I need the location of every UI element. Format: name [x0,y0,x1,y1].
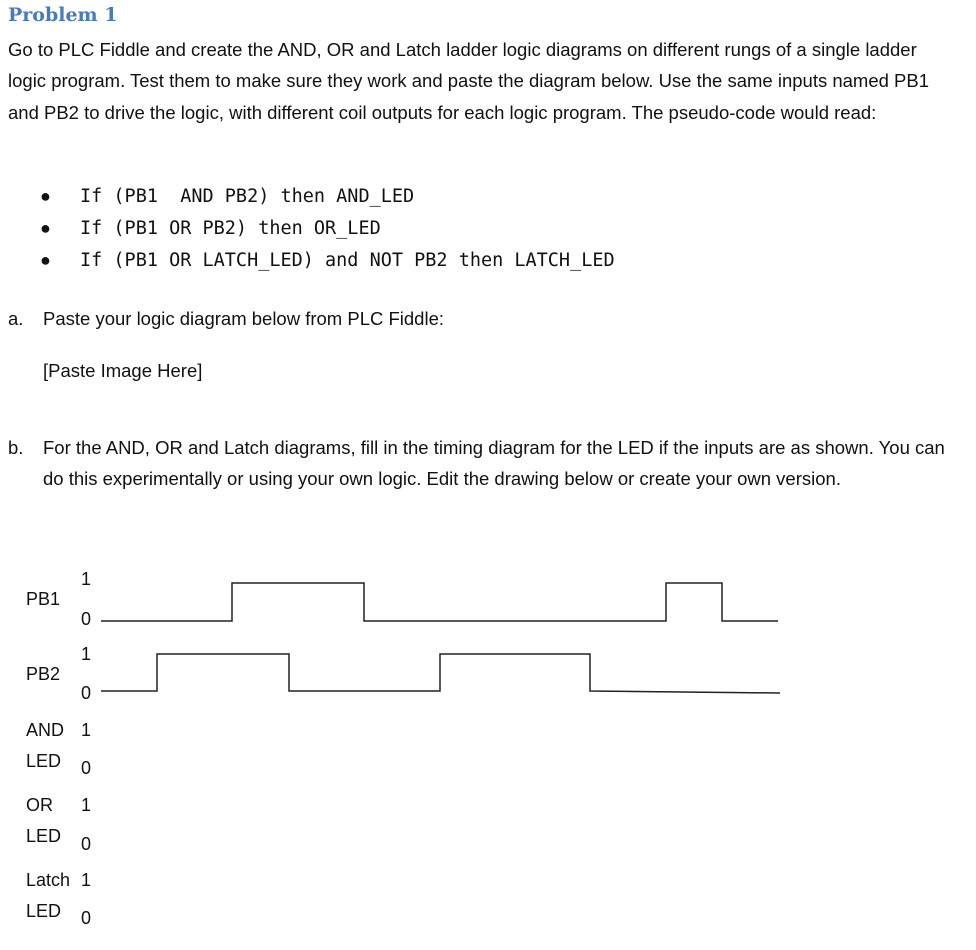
pb2-low-label: 0 [81,683,92,703]
pb1-high-label: 1 [81,569,92,589]
problem-title: Problem 1 [8,4,118,26]
latch-led-label-line2: LED [26,901,62,921]
part-a-text: Paste your logic diagram below from PLC Fiddle: [43,308,445,329]
latch-led-label-line1: Latch [26,870,71,890]
pseudo-code-line: If (PB1 OR PB2) then OR_LED [80,217,381,239]
and-led-label-line2: LED [26,751,62,771]
or-led-label-line1: OR [26,795,53,815]
pseudo-code-line: If (PB1 AND PB2) then AND_LED [80,185,415,207]
or-led-label-line2: LED [26,826,62,846]
bullet-icon: ● [40,185,51,206]
bullet-icon: ● [40,249,51,270]
pb2-waveform [101,654,780,693]
and-led-low-label: 0 [81,758,92,778]
pb2-high-label: 1 [81,644,92,664]
pb1-label: PB1 [26,589,61,609]
bullet-icon: ● [40,217,51,238]
and-led-label-line1: AND [26,720,65,740]
intro-paragraph: Go to PLC Fiddle and create the AND, OR and Latch ladder logic diagrams on different rungs of a single ladder logic program. Test them to make sure they work and paste the diagram below. Use the same inputs named PB1 and PB2 to drive the logic, with different coil outputs for each logic program. The pseudo-code would read: [8,39,930,123]
and-led-high-label: 1 [81,720,92,740]
or-led-high-label: 1 [81,795,92,815]
latch-led-low-label: 0 [81,908,92,928]
pseudo-code-line: If (PB1 OR LATCH_LED) and NOT PB2 then LATCH_LED [80,249,615,271]
or-led-low-label: 0 [81,834,92,854]
part-a-marker: a. [8,308,24,329]
latch-led-high-label: 1 [81,870,92,890]
pb2-label: PB2 [26,664,61,684]
paste-image-placeholder[interactable]: [Paste Image Here] [43,360,203,381]
pb1-low-label: 0 [81,609,92,629]
pb1-waveform [101,583,778,621]
part-b-text: For the AND, OR and Latch diagrams, fill in the timing diagram for the LED if the inputs are as shown. You can do this experimentally or using your own logic. Edit the drawing below or create your own version. [43,437,945,490]
part-b-marker: b. [8,437,24,458]
